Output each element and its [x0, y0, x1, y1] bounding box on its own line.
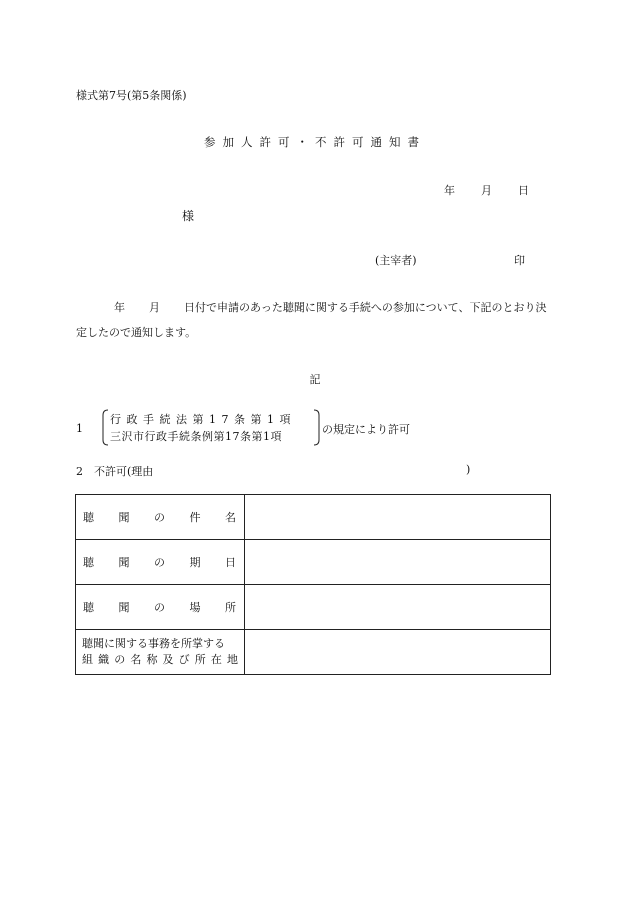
label-line2: [82, 652, 238, 668]
label-char: 及: [162, 653, 174, 666]
item1-option-law: 行政手続法第17条第1項: [110, 413, 296, 426]
row-label: [76, 540, 245, 585]
label-char: の: [114, 653, 126, 666]
hearing-date-value[interactable]: [245, 540, 551, 585]
label-char: 名: [225, 511, 236, 524]
body-month: 月: [149, 301, 160, 314]
table-row: [76, 495, 551, 540]
label-char: 地: [226, 653, 238, 666]
label-char: 組: [82, 653, 93, 666]
row-label: [76, 585, 245, 630]
label-char: 聴: [83, 601, 94, 614]
item1-suffix: の規定により許可: [322, 423, 410, 436]
label-char: 名: [130, 653, 142, 666]
row-label: [76, 495, 245, 540]
body-text: 日付で申請のあった聴聞に関する手続への参加について、下記のとおり決定したので通知します。: [76, 301, 547, 339]
label-char: 聴: [83, 511, 94, 524]
label-char: 日: [225, 556, 236, 569]
label-char: 所: [194, 653, 206, 666]
label-char: 場: [189, 601, 201, 614]
hearing-place-value[interactable]: [245, 585, 551, 630]
table-row: [76, 540, 551, 585]
seal-mark: 印: [514, 254, 525, 267]
addressee-suffix: 様: [182, 209, 195, 223]
item2-label: 2 不許可(理由: [76, 465, 154, 478]
label-char: 称: [146, 653, 158, 666]
label-char: 織: [98, 653, 110, 666]
label-char: 聞: [118, 556, 130, 569]
body-year: 年: [114, 301, 125, 314]
label-char: の: [154, 601, 165, 614]
date-month: 月: [481, 184, 492, 197]
item1-number: 1: [76, 422, 83, 435]
label-char: 期: [189, 556, 201, 569]
date-day: 日: [518, 184, 529, 197]
hearing-info-table: [75, 494, 551, 675]
item2-close-paren: ): [466, 463, 471, 476]
office-organization-value[interactable]: [245, 630, 551, 675]
table-row: [76, 630, 551, 675]
label-char: の: [154, 511, 165, 524]
label-char: 聞: [118, 511, 130, 524]
host-label: (主宰者): [375, 254, 417, 267]
row-label: [76, 630, 245, 675]
item1-bracket-group: [100, 409, 322, 446]
label-char: 在: [210, 653, 222, 666]
hearing-subject-value[interactable]: [245, 495, 551, 540]
label-char: 聴: [83, 556, 94, 569]
form-number: 様式第7号(第5条関係): [76, 89, 187, 102]
date-year: 年: [444, 184, 455, 197]
ki-heading: 記: [309, 373, 321, 386]
label-char: 聞: [118, 601, 130, 614]
label-char: び: [178, 653, 190, 666]
label-char: の: [154, 556, 165, 569]
label-char: 件: [189, 511, 201, 524]
item1-option-ordinance: 三沢市行政手続条例第17条第1項: [110, 430, 282, 443]
date-line: [444, 182, 529, 198]
table-row: [76, 585, 551, 630]
label-char: 所: [225, 601, 236, 614]
body-paragraph: [76, 295, 554, 345]
document-title: 参加人許可・不許可通知書: [204, 135, 426, 149]
label-line1: 聴聞に関する事務を所掌する: [82, 637, 225, 650]
